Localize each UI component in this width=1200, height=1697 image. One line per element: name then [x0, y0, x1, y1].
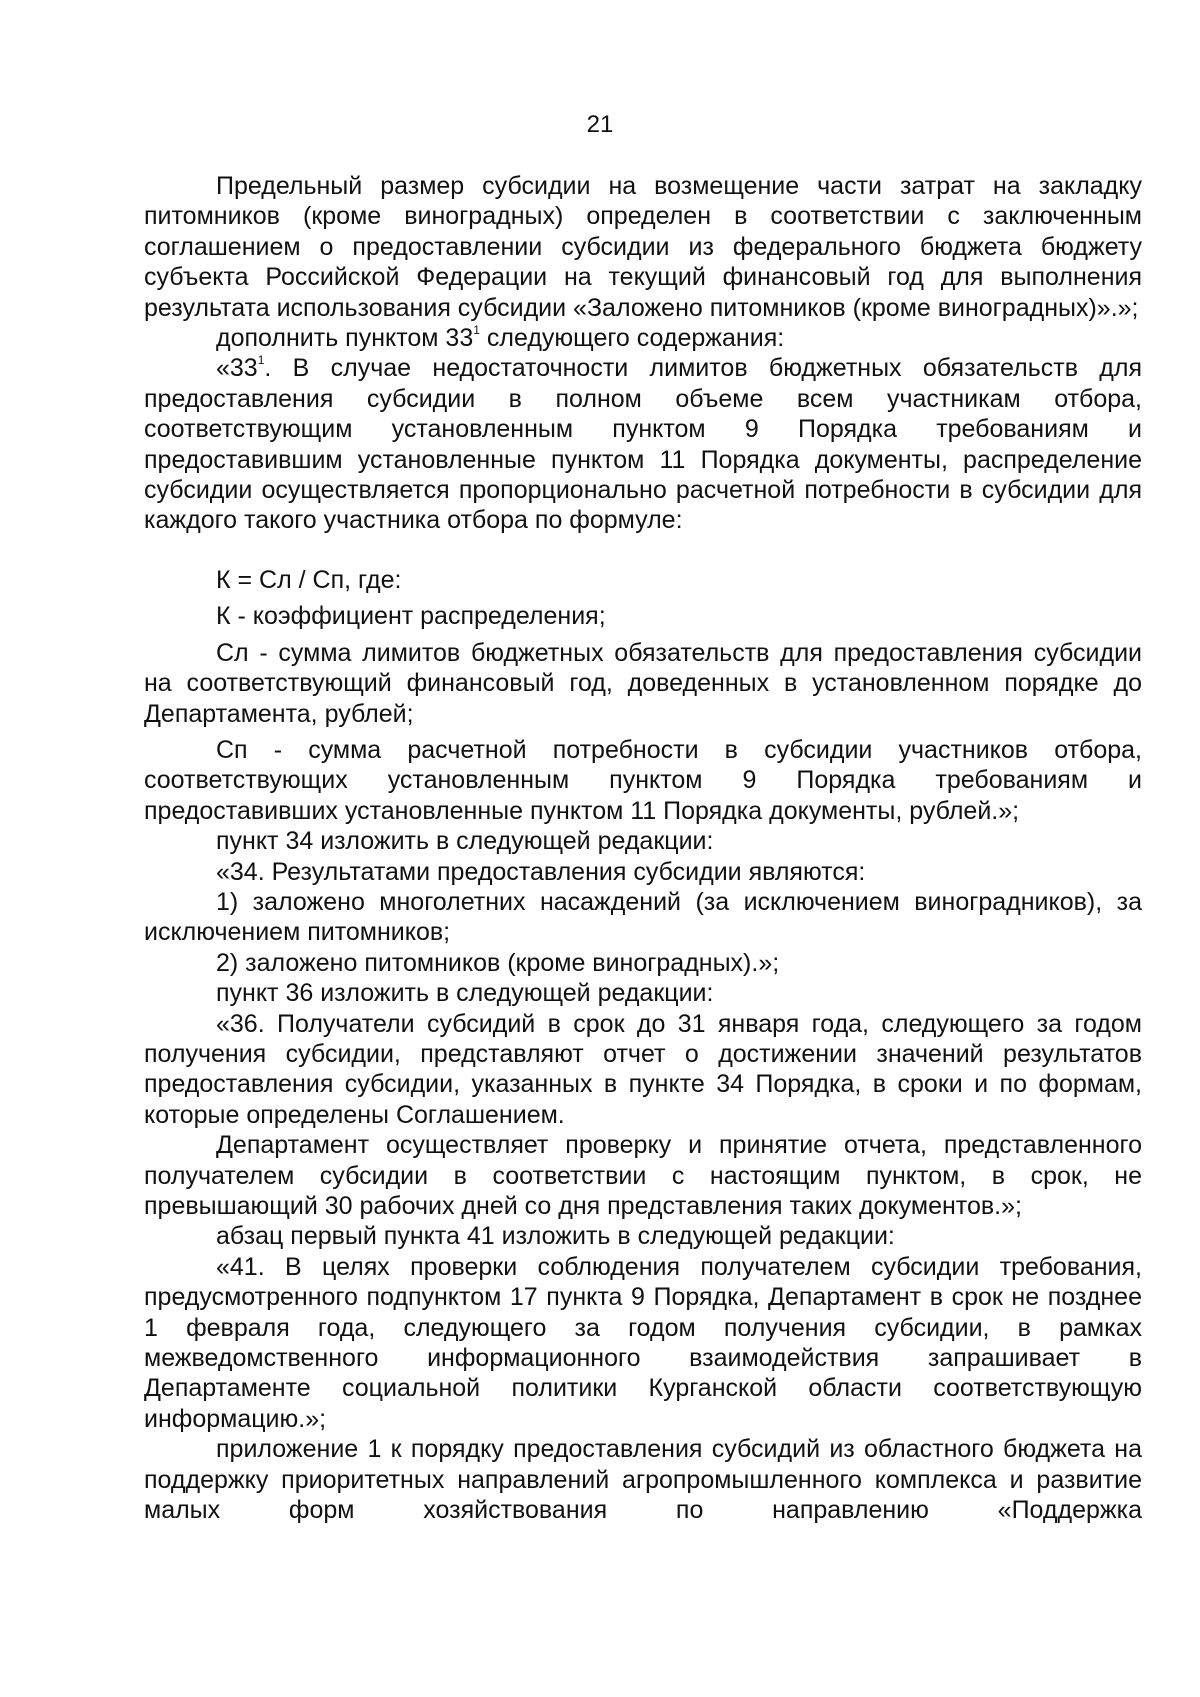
paragraph-appendix-1: приложение 1 к порядку предоставления субсидий из областного бюджета на поддержку приоритетных направлений агропромышленного комплекса и развитие малых форм хозяйствования по направлению «Поддержка: [144, 1435, 1142, 1525]
paragraph-add-point-33-1-text: дополнить пунктом 33: [216, 324, 474, 353]
paragraph-point-36-intro: пункт 36 изложить в следующей редакции:: [216, 979, 714, 1008]
definition-k: К - коэффициент распределения;: [216, 602, 606, 631]
paragraph-point-34-intro: пункт 34 изложить в следующей редакции:: [216, 827, 714, 856]
paragraph-point-34: «34. Результатами предоставления субсидии являются:: [216, 857, 866, 886]
paragraph-point-36-part-2: Департамент осуществляет проверку и принятие отчета, представленного получателем субсидии в соответствии с настоящим пунктом, в срок, не превышающий 30 рабочих дней со дня представления таких документов.»;: [144, 1131, 1142, 1220]
definition-sp: Сп - сумма расчетной потребности в субсидии участников отбора, соответствующих установленным пунктом 9 Порядка требованиям и предоставивших установленные пунктом 11 Порядка документы, рублей.»;: [144, 735, 1142, 825]
paragraph-point-33-1-number: «33: [216, 354, 258, 383]
paragraph-add-point-33-1: [144, 323, 1142, 353]
paragraph-add-point-33-1-tail: следующего содержания:: [479, 324, 785, 353]
paragraph-point-34-item-1: 1) заложено многолетних насаждений (за исключением виноградников), за исключением питомников;: [144, 887, 1142, 947]
page-number: 21: [586, 111, 614, 138]
document-body: [144, 171, 1142, 1525]
superscript-index: 1: [257, 353, 265, 368]
superscript-index: 1: [473, 322, 480, 337]
definition-sl: Сл - сумма лимитов бюджетных обязательств для предоставления субсидии на соответствующий финансовый год, доведенных в установленном порядке до Департамента, рублей;: [144, 638, 1142, 728]
paragraph-point-33-1-text: . В случае недостаточности лимитов бюджетных обязательств для предоставления субсидии в полном объеме всем участникам отбора, соответствующим установленным пунктом 9 Порядка требованиям и предоставившим установленные пунктом 11 Порядка документы, распределение субсидии осуществляется пропорционально расчетной потребности в субсидии для каждого такого участника отбора по формуле:: [144, 354, 1142, 535]
paragraph-point-36: «36. Получатели субсидий в срок до 31 января года, следующего за годом получения субсидии, представляют отчет о достижении значений результатов предоставления субсидии, указанных в пункте 34 Порядка, в сроки и по формам, которые определены Соглашением.: [144, 1009, 1142, 1129]
paragraph-subsidy-limit: Предельный размер субсидии на возмещение части затрат на закладку питомников (кроме виноградных) определен в соответствии с заключенным соглашением о предоставлении субсидии из федерального бюджета бюджету субъекта Российской Федерации на текущий финансовый год для выполнения результата использования субсидии «Заложено питомников (кроме виноградных)».»;: [144, 172, 1142, 322]
paragraph-point-34-item-2: 2) заложено питомников (кроме виноградных).»;: [216, 948, 780, 977]
paragraph-point-33-1: [144, 353, 1142, 535]
paragraph-point-41-intro: абзац первый пункта 41 изложить в следующей редакции:: [216, 1222, 895, 1251]
paragraph-point-41: «41. В целях проверки соблюдения получателем субсидии требования, предусмотренного подпунктом 17 пункта 9 Порядка, Департамент в срок не позднее 1 февраля года, следующего за годом получения субсидии, в рамках межведомственного информационного взаимодействия запрашивает в Департаменте социальной политики Курганской области соответствующую информацию.»;: [144, 1252, 1142, 1433]
formula: К = Сл / Сп, где:: [216, 565, 402, 594]
